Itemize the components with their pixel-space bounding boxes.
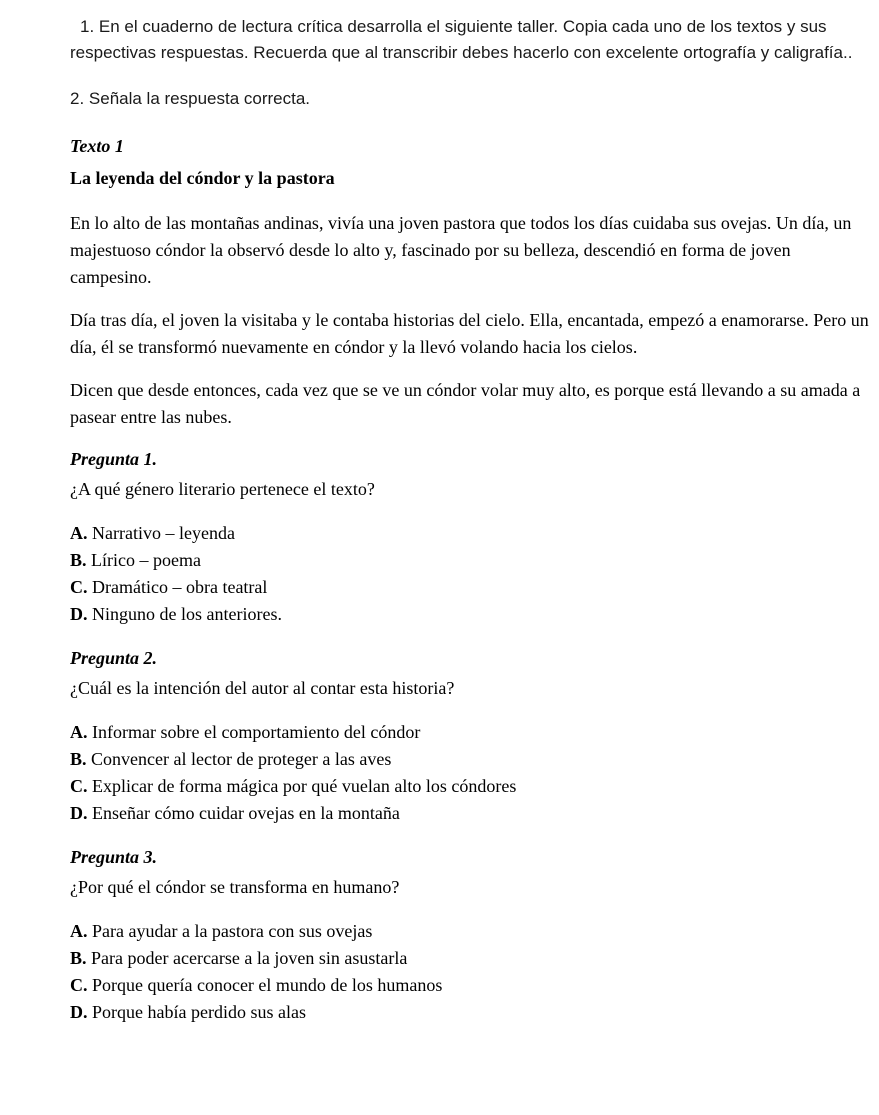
option-item[interactable]: [70, 918, 870, 945]
option-text: Dramático – obra teatral: [92, 577, 268, 597]
option-item[interactable]: [70, 972, 870, 999]
instruction-2: 2. Señala la respuesta correcta.: [70, 89, 311, 108]
question-heading-1: Pregunta 1.: [70, 449, 158, 469]
instruction-1: 1. En el cuaderno de lectura crítica desarrolla el siguiente taller. Copia cada uno de los textos y sus respectivas respuestas. Recuerda que al transcribir debes hacerlo con excelente ortografía y caligrafía..: [70, 17, 853, 62]
option-item[interactable]: [70, 945, 870, 972]
option-list-3: [70, 918, 870, 1026]
story-paragraph-2: Día tras día, el joven la visitaba y le contaba historias del cielo. Ella, encantada, empezó a enamorarse. Pero un día, él se transformó nuevamente en cóndor y la llevó volando hacia los cielos.: [70, 310, 869, 357]
option-item[interactable]: [70, 520, 870, 547]
question-prompt-2: ¿Cuál es la intención del autor al contar esta historia?: [70, 678, 455, 698]
question-block-1: [70, 447, 870, 628]
option-item[interactable]: [70, 773, 870, 800]
question-prompt-3: ¿Por qué el cóndor se transforma en humano?: [70, 877, 400, 897]
option-letter: B.: [70, 550, 87, 570]
option-letter: D.: [70, 803, 88, 823]
option-letter: B.: [70, 749, 87, 769]
option-letter: C.: [70, 776, 88, 796]
option-letter: A.: [70, 921, 88, 941]
option-letter: D.: [70, 1002, 88, 1022]
text-title: La leyenda del cóndor y la pastora: [70, 168, 335, 188]
option-text: Explicar de forma mágica por qué vuelan alto los cóndores: [92, 776, 517, 796]
story-paragraph-1: En lo alto de las montañas andinas, vivía una joven pastora que todos los días cuidaba sus ovejas. Un día, un majestuoso cóndor la observó desde lo alto y, fascinado por su belleza, descendió en forma de joven campesino.: [70, 213, 852, 287]
option-item[interactable]: [70, 601, 870, 628]
option-text: Porque había perdido sus alas: [92, 1002, 306, 1022]
option-item[interactable]: [70, 719, 870, 746]
option-text: Enseñar cómo cuidar ovejas en la montaña: [92, 803, 400, 823]
option-text: Porque quería conocer el mundo de los humanos: [92, 975, 443, 995]
option-text: Informar sobre el comportamiento del cóndor: [92, 722, 421, 742]
option-text: Ninguno de los anteriores.: [92, 604, 282, 624]
option-letter: B.: [70, 948, 87, 968]
text-label: Texto 1: [70, 136, 124, 156]
question-block-3: [70, 845, 870, 1026]
option-item[interactable]: [70, 800, 870, 827]
option-letter: D.: [70, 604, 88, 624]
option-text: Para ayudar a la pastora con sus ovejas: [92, 921, 373, 941]
option-letter: C.: [70, 975, 88, 995]
question-heading-3: Pregunta 3.: [70, 847, 158, 867]
option-letter: A.: [70, 523, 88, 543]
option-text: Convencer al lector de proteger a las aves: [91, 749, 392, 769]
story-paragraph-3: Dicen que desde entonces, cada vez que se ve un cóndor volar muy alto, es porque está llevando a su amada a pasear entre las nubes.: [70, 380, 861, 427]
option-item[interactable]: [70, 574, 870, 601]
question-prompt-1: ¿A qué género literario pertenece el texto?: [70, 479, 375, 499]
option-list-1: [70, 520, 870, 628]
option-item[interactable]: [70, 547, 870, 574]
option-text: Para poder acercarse a la joven sin asustarla: [91, 948, 408, 968]
option-text: Narrativo – leyenda: [92, 523, 235, 543]
option-item[interactable]: [70, 999, 870, 1026]
question-heading-2: Pregunta 2.: [70, 648, 158, 668]
question-block-2: [70, 646, 870, 827]
option-text: Lírico – poema: [91, 550, 201, 570]
option-letter: A.: [70, 722, 88, 742]
option-list-2: [70, 719, 870, 827]
option-letter: C.: [70, 577, 88, 597]
option-item[interactable]: [70, 746, 870, 773]
